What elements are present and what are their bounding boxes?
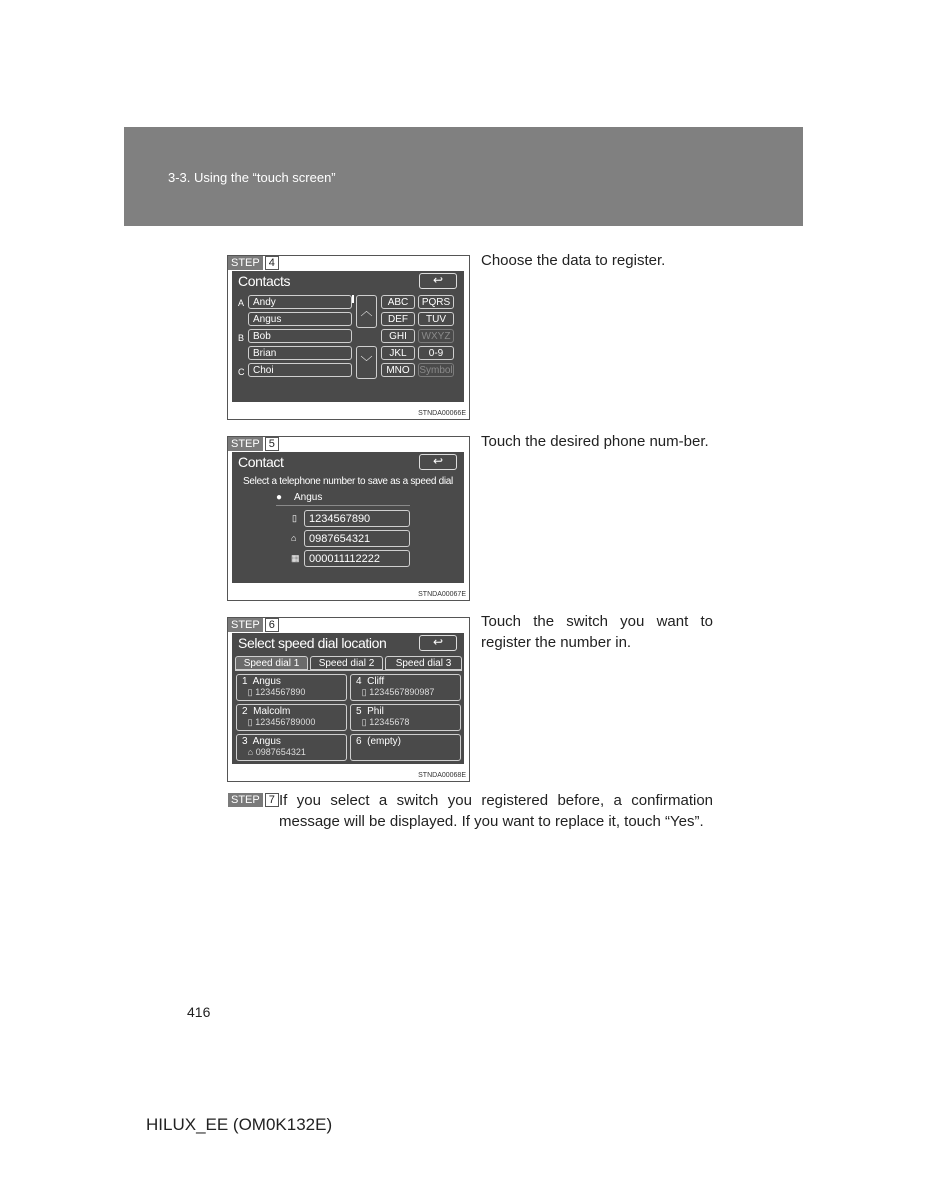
tab-speed-dial-2[interactable]: Speed dial 2 <box>310 656 383 670</box>
step-5-description: Touch the desired phone num-ber. <box>481 433 709 450</box>
speed-dial-slot[interactable]: 4 Cliff ▯ 1234567890987 <box>350 674 461 701</box>
scrollbar-thumb[interactable] <box>352 295 354 303</box>
key-0-9[interactable]: 0-9 <box>418 346 454 360</box>
step-5-badge: STEP 5 <box>228 437 279 451</box>
back-button[interactable]: ↩ <box>419 635 457 651</box>
mobile-icon: ▯ <box>292 513 297 523</box>
contact-screen <box>232 452 464 583</box>
key-pqrs[interactable]: PQRS <box>418 295 454 309</box>
speed-dial-slot[interactable]: 5 Phil ▯ 12345678 <box>350 704 461 731</box>
image-code: STNDA00067E <box>418 591 466 598</box>
phone-number-button[interactable]: 000011112222 <box>304 550 410 567</box>
contacts-screen <box>232 271 464 402</box>
mobile-icon: ▯ <box>361 687 367 697</box>
speed-dial-slot[interactable]: 1 Angus ▯ 1234567890 <box>236 674 347 701</box>
step-6-description: Touch the switch you want to register the number in. <box>481 613 713 651</box>
footer-model-code: HILUX_EE (OM0K132E) <box>146 1115 333 1134</box>
key-jkl[interactable]: JKL <box>381 346 415 360</box>
mobile-icon: ▯ <box>361 717 367 727</box>
step-7-badge: STEP 7 <box>228 793 279 807</box>
chapter-header-band <box>124 127 803 226</box>
person-icon: ● <box>276 492 283 503</box>
page-down-button[interactable]: ﹀ <box>356 346 377 379</box>
mobile-icon: ▯ <box>247 687 253 697</box>
mobile-icon: ▯ <box>247 717 253 727</box>
step-5-figure <box>227 436 470 601</box>
speed-dial-slot[interactable]: 3 Angus ⌂ 0987654321 <box>236 734 347 761</box>
key-symbol: Symbol <box>419 365 453 376</box>
back-button[interactable]: ↩ <box>419 273 457 289</box>
screen-title: Select speed dial location <box>238 635 387 651</box>
phone-number-button[interactable]: 1234567890 <box>304 510 410 527</box>
contact-item[interactable]: Angus <box>248 312 352 326</box>
contact-header <box>276 491 410 506</box>
contact-item[interactable]: Andy <box>248 295 352 309</box>
key-mno[interactable]: MNO <box>381 363 415 377</box>
tab-speed-dial-1[interactable]: Speed dial 1 <box>235 656 308 670</box>
key-tuv[interactable]: TUV <box>418 312 454 326</box>
instruction-text: Select a telephone number to save as a speed dial <box>243 476 453 487</box>
page-number: 416 <box>187 1004 211 1020</box>
tab-divider <box>235 670 462 671</box>
key-wxyz: WXYZ <box>418 329 454 343</box>
key-ghi[interactable]: GHI <box>381 329 415 343</box>
key-def[interactable]: DEF <box>381 312 415 326</box>
step-6-figure <box>227 617 470 782</box>
speed-dial-slot-empty[interactable]: 6 (empty) <box>350 734 461 761</box>
home-icon: ⌂ <box>247 747 253 757</box>
step-4-figure <box>227 255 470 420</box>
contact-name: Angus <box>294 492 323 503</box>
step-7-text: If you select a switch you registered before, a confirmation message will be displayed. If you want to replace it, touch “Yes”. <box>279 792 713 830</box>
image-code: STNDA00066E <box>418 410 466 417</box>
office-icon: ▦ <box>291 553 300 563</box>
screen-title: Contacts <box>238 273 291 289</box>
index-letter: C <box>238 367 245 377</box>
section-title: 3-3. Using the “touch screen” <box>168 170 336 185</box>
page-up-button[interactable]: ︿ <box>356 295 377 328</box>
contact-item[interactable]: Choi <box>248 363 352 377</box>
contact-item[interactable]: Brian <box>248 346 352 360</box>
tab-speed-dial-3[interactable]: Speed dial 3 <box>385 656 462 670</box>
speed-dial-screen <box>232 633 464 764</box>
contact-item[interactable]: Bob <box>248 329 352 343</box>
index-letter: A <box>238 298 245 308</box>
speed-dial-slot[interactable]: 2 Malcolm ▯ 123456789000 <box>236 704 347 731</box>
key-abc[interactable]: ABC <box>381 295 415 309</box>
image-code: STNDA00068E <box>418 772 466 779</box>
index-letter: B <box>238 333 245 343</box>
phone-number-button[interactable]: 0987654321 <box>304 530 410 547</box>
step-4-description: Choose the data to register. <box>481 252 666 269</box>
step-6-badge: STEP 6 <box>228 618 279 632</box>
back-button[interactable]: ↩ <box>419 454 457 470</box>
step-7 <box>228 790 713 832</box>
home-icon: ⌂ <box>291 533 297 543</box>
step-4-badge: STEP 4 <box>228 256 279 270</box>
screen-title: Contact <box>238 454 284 470</box>
